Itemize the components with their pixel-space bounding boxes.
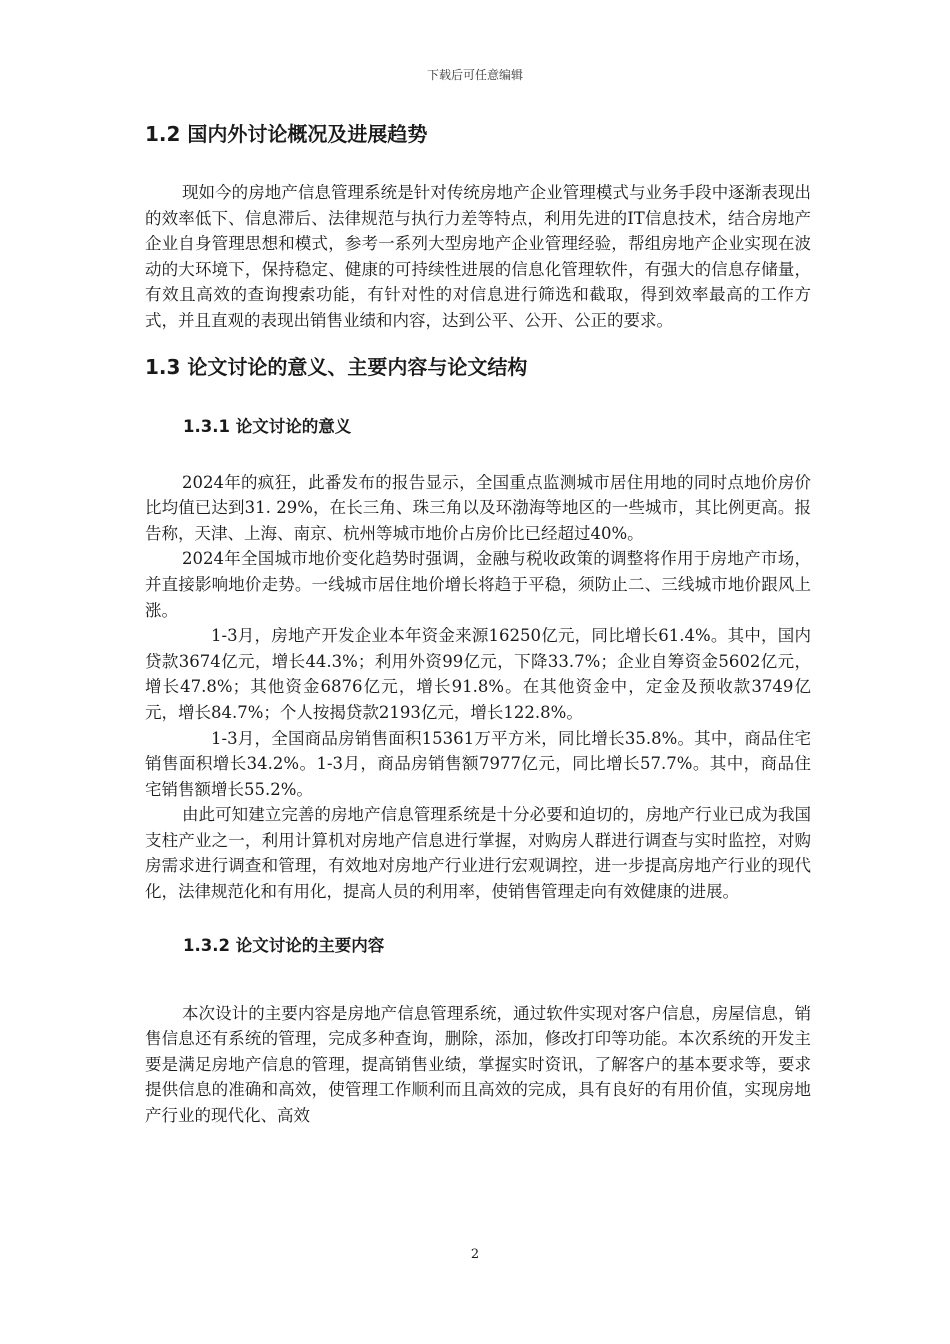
page-number: 2 — [470, 1247, 480, 1262]
paragraph-funding-sources: 1-3月，房地产开发企业本年资金来源16250亿元，同比增长61.4%。其中，国内贷款3674亿元，增长44.3%；利用外资99亿元，下降33.7%；企业自筹资金5602亿元，增长47.8%；其他资金6876亿元，增长91.8%。在其他资金中，定金及预收款3749亿元，增长84.7%；个人按揭贷款2193亿元，增长122.8%。 — [145, 626, 811, 722]
paragraph-necessity: 由此可知建立完善的房地产信息管理系统是十分必要和迫切的，房地产行业已成为我国支柱产业之一，利用计算机对房地产信息进行掌握，对购房人群进行调查与实时监控，对购房需求进行调查和管理，有效地对房地产行业进行宏观调控，进一步提高房地产行业的现代化，法律规范化和有用化，提高人员的利用率，使销售管理走向有效健康的进展。 — [145, 805, 811, 902]
paragraph-land-price-trend: 2024年全国城市地价变化趋势时强调，金融与税收政策的调整将作用于房地产市场，并直接影响地价走势。一线城市居住地价增长将趋于平稳，须防止二、三线城市地价跟风上涨。 — [145, 549, 811, 620]
document-body — [145, 118, 811, 1129]
page-header-note: 下载后可任意编辑 — [426, 68, 523, 82]
paragraph-land-price-ratio: 2024年的疯狂，此番发布的报告显示，全国重点监测城市居住用地的同时点地价房价比均值已达到31. 29%，在长三角、珠三角以及环渤海等地区的一些城市，其比例更高。报告称，天津、上海、南京、杭州等城市地价占房价比已经超过40%。 — [145, 472, 811, 543]
section-heading-1-3-1: 1.3.1 论文讨论的意义 — [183, 416, 352, 436]
section-heading-1-3: 1.3 论文讨论的意义、主要内容与论文结构 — [145, 354, 528, 379]
section-heading-1-2: 1.2 国内外讨论概况及进展趋势 — [145, 122, 428, 146]
paragraph-main-content: 本次设计的主要内容是房地产信息管理系统，通过软件实现对客户信息，房屋信息，销售信息还有系统的管理，完成多种查询，删除，添加，修改打印等功能。本次系统的开发主要是满足房地产信息的管理，提高销售业绩，掌握实时资讯，了解客户的基本要求等，要求提供信息的准确和高效，使管理工作顺利而且高效的完成，具有良好的有用价值，实现房地产行业的现代化、高效 — [145, 1003, 811, 1126]
paragraph-1-2-intro: 现如今的房地产信息管理系统是针对传统房地产企业管理模式与业务手段中逐渐表现出的效率低下、信息滞后、法律规范与执行力差等特点，利用先进的IT信息技术，结合房地产企业自身管理思想和模式，参考一系列大型房地产企业管理经验，帮组房地产企业实现在波动的大环境下，保持稳定、健康的可持续性进展的信息化管理软件，有强大的信息存储量，有效且高效的查询搜索功能，有针对性的对信息进行筛选和截取，得到效率最高的工作方式，并且直观的表现出销售业绩和内容，达到公平、公开、公正的要求。 — [145, 183, 811, 330]
paragraph-sales-area: 1-3月，全国商品房销售面积15361万平方米，同比增长35.8%。其中，商品住宅销售面积增长34.2%。1-3月，商品房销售额7977亿元，同比增长57.7%。其中，商品住宅销售额增长55.2%。 — [145, 728, 811, 799]
section-heading-1-3-2: 1.3.2 论文讨论的主要内容 — [183, 935, 385, 955]
